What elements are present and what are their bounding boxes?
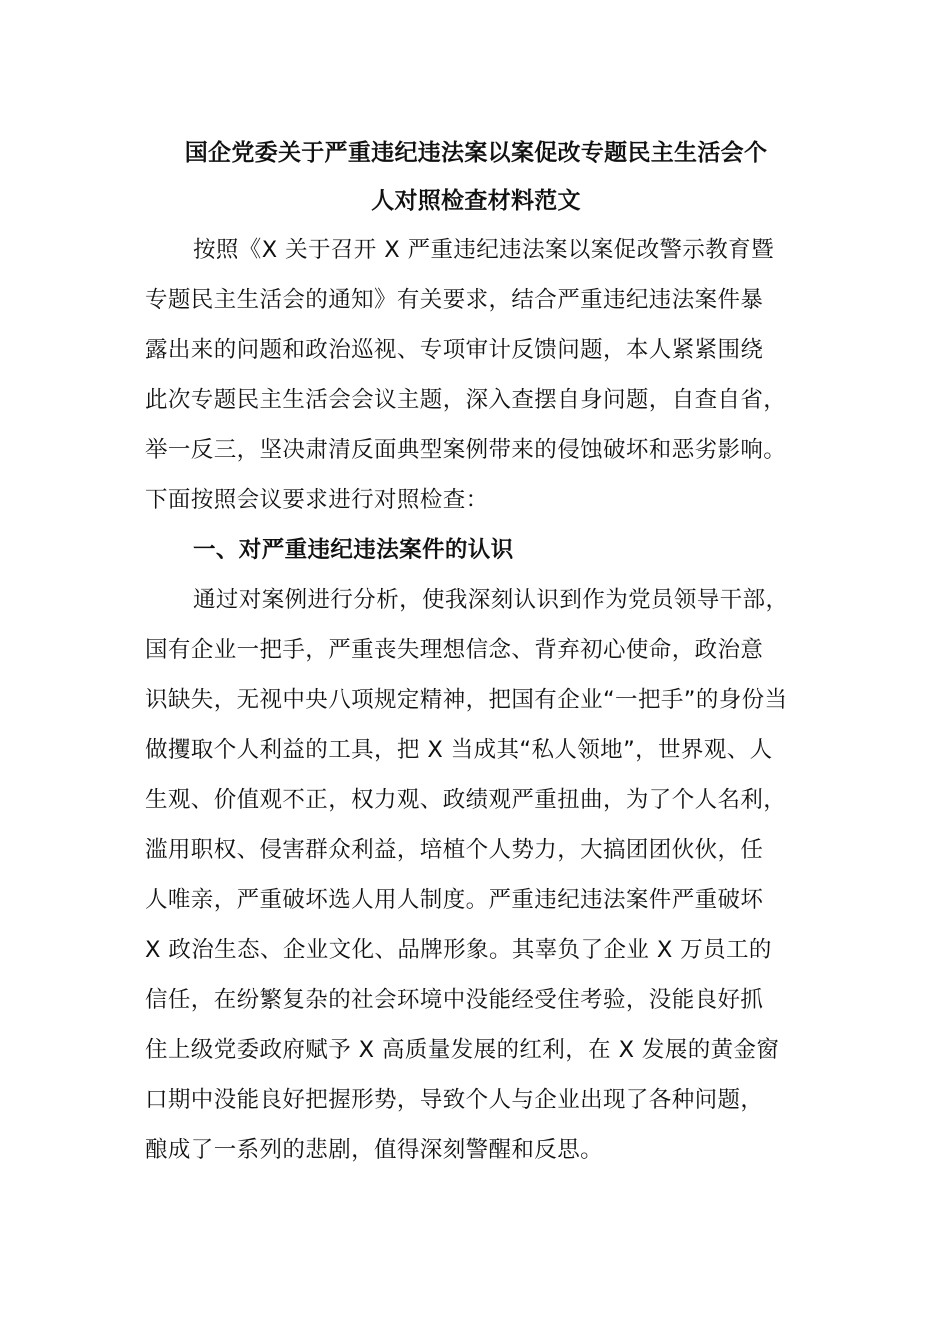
paragraph-2-line-9: 信任，在纷繁复杂的社会环境中没能经受住考验，没能良好抓 <box>145 987 764 1013</box>
paragraph-2-line-2: 国有企业一把手，严重丧失理想信念、背弃初心使命，政治意 <box>145 637 764 663</box>
paragraph-1-line-3: 露出来的问题和政治巡视、专项审计反馈问题，本人紧紧围绕 <box>145 337 764 363</box>
paragraph-2-line-12: 酿成了一系列的悲剧，值得深刻警醒和反思。 <box>145 1137 604 1163</box>
paragraph-2-line-1: 通过对案例进行分析，使我深刻认识到作为党员领导干部， <box>193 587 789 613</box>
paragraph-1-line-4: 此次专题民主生活会会议主题，深入查摆自身问题，自查自省， <box>145 387 787 413</box>
paragraph-1-line-2: 专题民主生活会的通知》有关要求，结合严重违纪违法案件暴 <box>145 287 764 313</box>
document-title-line-2: 人对照检查材料范文 <box>371 188 581 214</box>
paragraph-2-line-11: 口期中没能良好把握形势，导致个人与企业出现了各种问题， <box>145 1087 764 1113</box>
document-title-line-1: 国企党委关于严重违纪违法案以案促改专题民主生活会个 <box>184 140 768 166</box>
paragraph-1-line-1: 按照《X 关于召开 X 严重违纪违法案以案促改警示教育暨 <box>193 237 774 263</box>
section-1-heading: 一、对严重违纪违法案件的认识 <box>193 537 514 563</box>
paragraph-2-line-4: 做攫取个人利益的工具，把 X 当成其“私人领地”，世界观、人 <box>145 737 773 763</box>
paragraph-2-line-5: 生观、价值观不正，权力观、政绩观严重扭曲，为了个人名利， <box>145 787 787 813</box>
paragraph-2-line-10: 住上级党委政府赋予 X 高质量发展的红利，在 X 发展的黄金窗 <box>145 1037 780 1063</box>
paragraph-1-line-5: 举一反三，坚决肃清反面典型案例带来的侵蚀破坏和恶劣影响。 <box>145 437 787 463</box>
paragraph-2-line-8: X 政治生态、企业文化、品牌形象。其辜负了企业 X 万员工的 <box>145 937 772 963</box>
paragraph-1-line-6: 下面按照会议要求进行对照检查： <box>145 487 489 513</box>
paragraph-2-line-3: 识缺失，无视中央八项规定精神，把国有企业“一把手”的身份当 <box>145 687 788 713</box>
paragraph-2-line-7: 人唯亲，严重破坏选人用人制度。严重违纪违法案件严重破坏 <box>145 887 764 913</box>
paragraph-2-line-6: 滥用职权、侵害群众利益，培植个人势力，大搞团团伙伙，任 <box>145 837 764 863</box>
